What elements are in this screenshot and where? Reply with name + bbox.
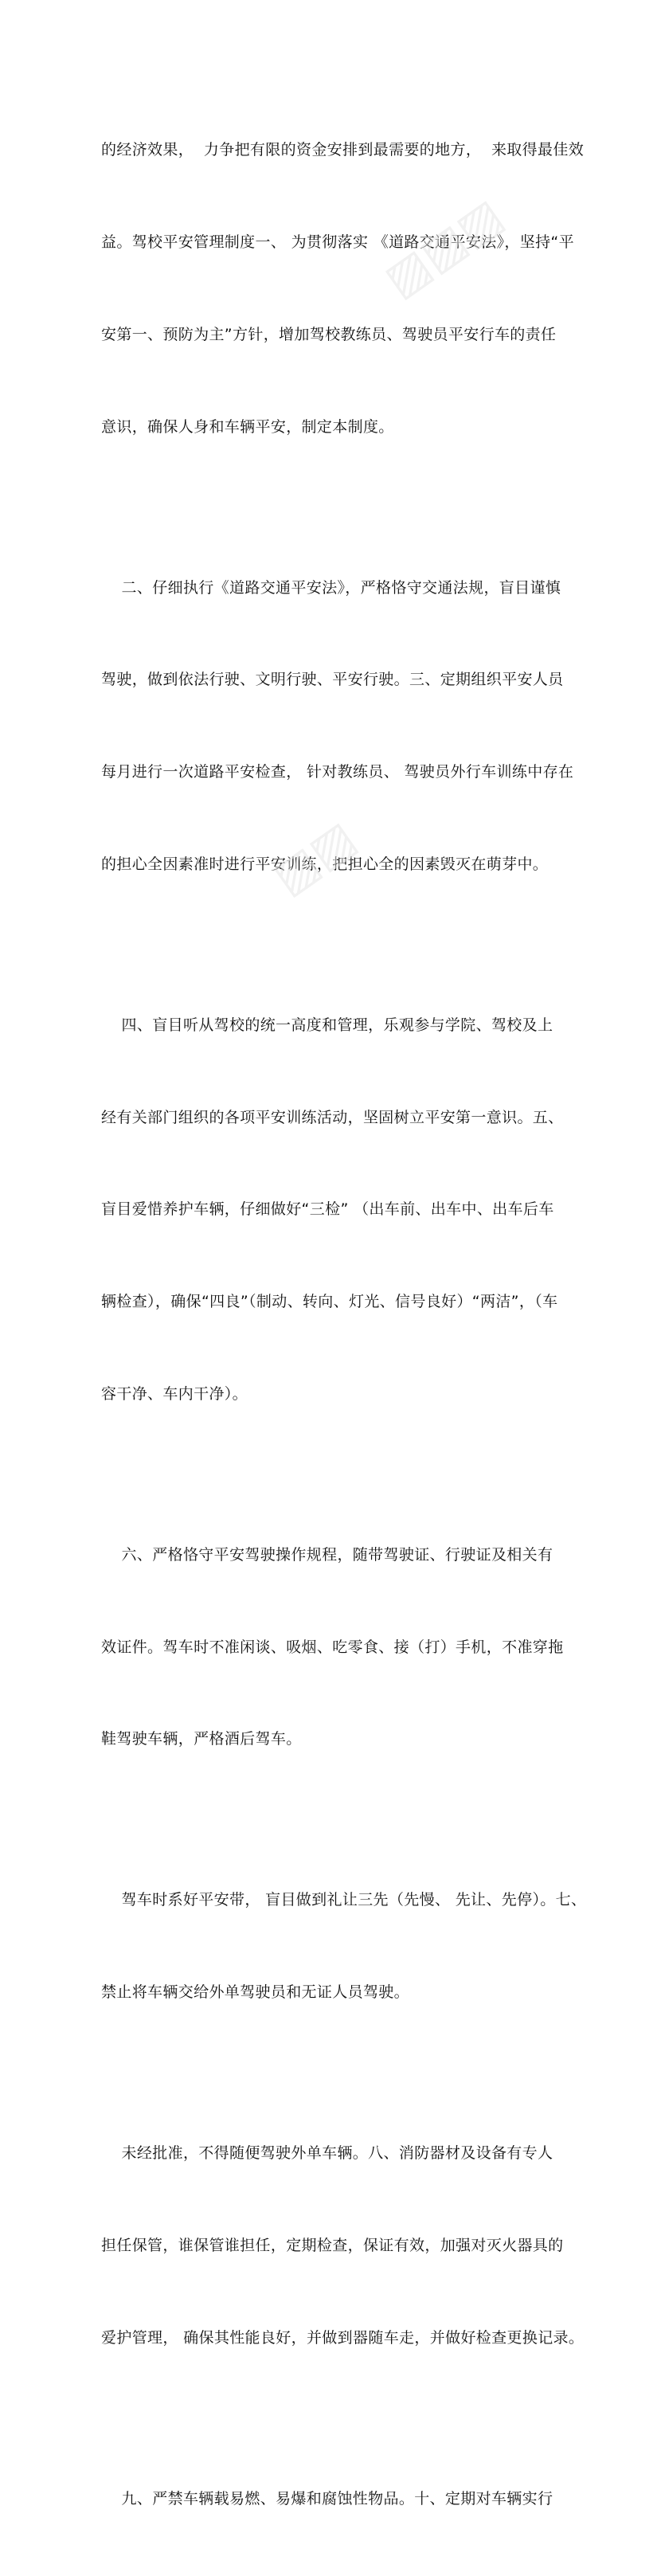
text-line: 辆检查），确保“四良”（制动、转向、灯光、信号良好）“两洁”，（车 — [101, 1293, 558, 1311]
text-line: 经有关部门组织的各项平安训练活动，坚固树立平安第一意识。五、 — [101, 1108, 564, 1126]
text-line: 效证件。驾车时不准闲谈、吸烟、吃零食、接（打）手机，不准穿拖 — [101, 1638, 564, 1656]
text-line: 六、严格恪守平安驾驶操作规程，随带驾驶证、行驶证及相关有 — [101, 1545, 553, 1564]
paragraph-7 — [101, 2422, 563, 2576]
text-line: 九、严禁车辆载易燃、易爆和腐蚀性物品。十、定期对车辆实行 — [101, 2489, 553, 2507]
paragraph-1 — [101, 73, 585, 503]
text-line: 驾车时系好平安带， 盲目做到礼让三先（先慢、 先让、先停）。七、 — [101, 1891, 587, 1909]
paragraph-6 — [101, 2077, 585, 2415]
text-line: 驾驶，做到依法行驶、文明行驶、平安行驶。三、定期组织平安人员 — [101, 671, 564, 689]
text-line: 四、盲目听从驾校的统一高度和管理，乐观参与学院、驾校及上 — [101, 1016, 553, 1034]
text-line: 二、仔细执行《道路交通平安法》，严格恪守交通法规，盲目谨慎 — [101, 578, 561, 597]
text-line: 安第一、预防为主”方针，增加驾校教练员、驾驶员平安行车的责任 — [101, 325, 557, 343]
text-line: 鞋驾驶车辆，严格酒后驾车。 — [101, 1730, 302, 1748]
text-line: 未经批准，不得随便驾驶外单车辆。八、消防器材及设备有专人 — [101, 2144, 553, 2163]
paragraph-4 — [101, 1478, 563, 1817]
text-line: 每月进行一次道路平安检查， 针对教练员、 驾驶员外行车训练中存在 — [101, 763, 574, 781]
watermark: ▨▨▨ — [374, 187, 513, 307]
text-line: 的担心全因素准时进行平安训练，把担心全的因素毁灭在萌芽中。 — [101, 855, 549, 873]
document-body — [101, 73, 587, 2576]
paragraph-5 — [101, 1823, 587, 2069]
paragraph-2 — [101, 511, 574, 941]
paragraph-3 — [101, 949, 563, 1471]
text-line: 容干净、车内干净）。 — [101, 1384, 248, 1403]
text-line: 盲目爱惜养护车辆，仔细做好“三检” （出车前、出车中、出车后车 — [101, 1200, 554, 1219]
text-line: 意识，确保人身和车辆平安，制定本制度。 — [101, 417, 394, 436]
text-line: 禁止将车辆交给外单驾驶员和无证人员驾驶。 — [101, 1983, 410, 2002]
text-line: 的经济效果， 力争把有限的资金安排到最需要的地方， 来取得最佳效 — [101, 141, 585, 159]
text-line: 爱护管理， 确保其性能良好，并做到器随车走，并做好检查更换记录。 — [101, 2328, 585, 2347]
watermark: ▨▨ — [263, 810, 366, 905]
text-line: 益。驾校平安管理制度一、 为贯彻落实 《道路交通平安法》，坚持“平 — [101, 233, 574, 251]
text-line: 担任保管，谁保管谁担任，定期检查，保证有效，加强对灭火器具的 — [101, 2236, 564, 2254]
